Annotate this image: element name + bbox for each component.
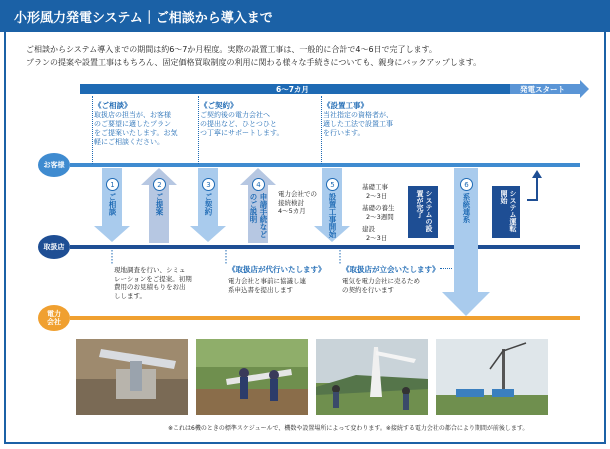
step-label-4: 申請手続などのご説明 xyxy=(249,193,268,238)
step-number-2: 2 xyxy=(153,178,166,191)
dealer-agency-title: 《取扱店が代行いたします》 xyxy=(228,265,326,274)
work-period-foundation: 2〜3日 xyxy=(366,192,388,200)
operation-arrow xyxy=(527,176,537,200)
photo-assembly xyxy=(196,339,308,415)
page-title: 小形風力発電システム｜ご相談から導入まで xyxy=(14,11,273,26)
work-period-building: 2〜3日 xyxy=(366,234,388,242)
step-number-4: 4 xyxy=(252,178,265,191)
step-label-2: ご提案 xyxy=(155,193,164,216)
work-label-foundation: 基礎工事 xyxy=(362,183,388,191)
work-label-building: 建設 xyxy=(362,225,375,233)
photo-assembly-image xyxy=(196,339,308,415)
step-label-1: ご相談 xyxy=(108,193,117,216)
step-number-3: 3 xyxy=(202,178,215,191)
timeline-period-label: 6〜7カ月 xyxy=(276,85,309,94)
step-number-1: 1 xyxy=(106,178,119,191)
system-complete-box xyxy=(408,186,438,238)
system-complete-label: システムの設置が完了 xyxy=(416,190,433,232)
timeline-start-label: 発電スタート xyxy=(520,85,565,94)
photo-completed-image xyxy=(436,339,548,415)
system-operation-box xyxy=(492,186,520,238)
step-number-6: 6 xyxy=(460,178,473,191)
photo-foundation-image xyxy=(76,339,188,415)
lane-badge-dealer: 取扱店 xyxy=(38,235,70,259)
dealer-witness-text: 電気を電力会社に売るため の契約を行います xyxy=(342,277,420,294)
intro-line-1: ご相談からシステム導入までの期間は約6〜7か月程度。実際の設置工事は、一般的に合計で4〜6日で完了します。 xyxy=(26,45,437,54)
phase-title-construction: 《設置工事》 xyxy=(323,101,368,110)
phase-title-consult: 《ご相談》 xyxy=(94,101,132,110)
step-label-3: ご契約 xyxy=(204,193,213,216)
photo-raising xyxy=(316,339,428,415)
step-label-6: 系統連系 xyxy=(462,193,471,223)
phase-text-consult: 取扱店の担当が、お客様 のご要望に適したプラン をご提案いたします。お気 軽にご相談ください。 xyxy=(94,111,178,146)
dealer-witness-title: 《取扱店が立会いたします》 xyxy=(342,265,440,274)
intro-line-2: プランの提案や設置工事はもちろん、固定価格買取制度の利用に関わる様々な手続きについても、親身にバックアップします。 xyxy=(26,58,482,67)
footnote: ※これは6機のときの標準スケジュールで、機数や設置場所によって変わります。※接続する電力会社の都合により期間が前後します。 xyxy=(168,425,529,432)
phase-text-construction: 当社指定の資格者が、 適した工法で設置工事 を行います。 xyxy=(323,111,393,137)
work-label-curing: 基礎の養生 xyxy=(362,204,395,212)
system-operation-label: システム運転開始 xyxy=(500,190,517,232)
witness-connector xyxy=(440,268,452,269)
dealer-agency-text: 電力会社と事前に協議し連 系申込書を提出します xyxy=(228,277,306,294)
step-label-5: 設置工事開始 xyxy=(328,193,337,238)
photo-raising-image xyxy=(316,339,428,415)
phase-title-contract: 《ご契約》 xyxy=(200,101,238,110)
step-number-5: 5 xyxy=(326,178,339,191)
phase-text-contract: ご契約後の電力会社へ の提出など、ひとつひと つ丁寧にサポートします。 xyxy=(200,111,284,137)
power-review-note: 電力会社での 接続検討 4〜5カ月 xyxy=(278,190,317,215)
photo-completed xyxy=(436,339,548,415)
lane-badge-power: 電力 会社 xyxy=(38,305,70,331)
operation-arrowhead-icon xyxy=(532,170,542,178)
photo-foundation xyxy=(76,339,188,415)
work-period-curing: 2〜3週間 xyxy=(366,213,394,221)
lane-badge-customer: お客様 xyxy=(38,153,70,177)
dealer-survey-note: 現地調査を行い、シミュ レーションをご提案。初期 費用のお見積もりをお出 しします。 xyxy=(114,266,192,300)
